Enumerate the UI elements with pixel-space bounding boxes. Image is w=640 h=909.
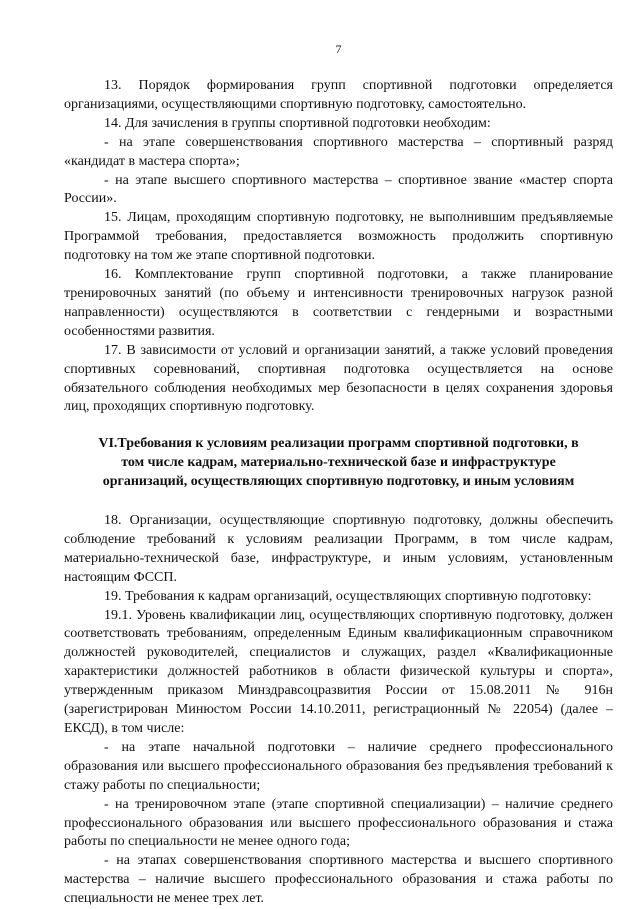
paragraph-14-item-2: - на этапе высшего спортивного мастерства – спортивное звание «мастер спорта России». — [64, 172, 613, 207]
paragraph-14: 14. Для зачисления в группы спортивной подготовки необходим: — [104, 115, 491, 131]
section-heading-line-2: том числе кадрам, материально-технической базе и инфраструктуре — [121, 455, 556, 471]
section-heading — [64, 435, 613, 492]
paragraph-19-1-item-3: - на этапах совершенствования спортивного мастерства и высшего спортивного мастерства – наличие высшего профессионального образования и стажа работы по специальности не менее трех лет. — [64, 853, 613, 907]
body-before-heading — [64, 77, 613, 417]
paragraph-17: 17. В зависимости от условий и организации занятий, а также условий проведения спортивных соревнований, спортивная подготовка осуществляется на основе обязательного соблюдения необходимых мер безопасности в целях сохранения здоровья лиц, проходящих спортивную подготовку. — [64, 342, 613, 415]
paragraph-19-1-item-1: - на этапе начальной подготовки – наличие среднего профессионального образования или высшего профессионального образования без предъявления требований к стажу работы по специальности; — [64, 739, 613, 793]
paragraph-15: 15. Лицам, проходящим спортивную подготовку, не выполнившим предъявляемые Программой требования, предоставляется возможность продолжить спортивную подготовку на том же этапе спортивной подготовки. — [64, 210, 613, 264]
paragraph-18: 18. Организации, осуществляющие спортивную подготовку, должны обеспечить соблюдение требований к условиям реализации Программ, в том числе кадрам, материально-технической базе, инфраструктуре, и иным условиям, установленным настоящим ФССП. — [64, 513, 613, 585]
section-heading-line-3: организаций, осуществляющих спортивную подготовку, и иным условиям — [102, 474, 575, 490]
paragraph-14-item-1: - на этапе совершенствования спортивного мастерства – спортивный разряд «кандидат в мастера спорта»; — [64, 134, 613, 169]
paragraph-13: 13. Порядок формирования групп спортивной подготовки определяется организациями, осуществляющими спортивную подготовку, самостоятельно. — [64, 78, 613, 112]
page-number: 7 — [335, 42, 342, 56]
body-after-heading — [64, 512, 613, 909]
paragraph-16: 16. Комплектование групп спортивной подготовки, а также планирование тренировочных занятий (по объему и интенсивности тренировочных нагрузок разной направленности) осуществляются в соответствии с гендерными и возрастными особенностями развития. — [64, 267, 613, 339]
paragraph-19-1: 19.1. Уровень квалификации лиц, осуществляющих спортивную подготовку, должен соответствовать требованиям, определенным Единым квалификационным справочником должностей руководителей, специалистов и служащих, раздел «Квалификационные характеристики должностей работников в области физической культуры и спорта», утвержденным приказом Минздравсоцразвития России от 15.08.2011 № 916н (зарегистрирован Минюстом России 14.10.2011, регистрационный № 22054) (далее – ЕКСД), в том числе: — [64, 607, 613, 736]
section-heading-line-1: VI.Требования к условиям реализации программ спортивной подготовки, в — [98, 436, 579, 452]
paragraph-19-1-item-2: - на тренировочном этапе (этапе спортивной специализации) – наличие среднего профессионального образования или высшего профессионального образования и стажа работы по специальности не менее одного года; — [64, 796, 613, 850]
paragraph-19: 19. Требования к кадрам организаций, осуществляющих спортивную подготовку: — [104, 588, 592, 604]
